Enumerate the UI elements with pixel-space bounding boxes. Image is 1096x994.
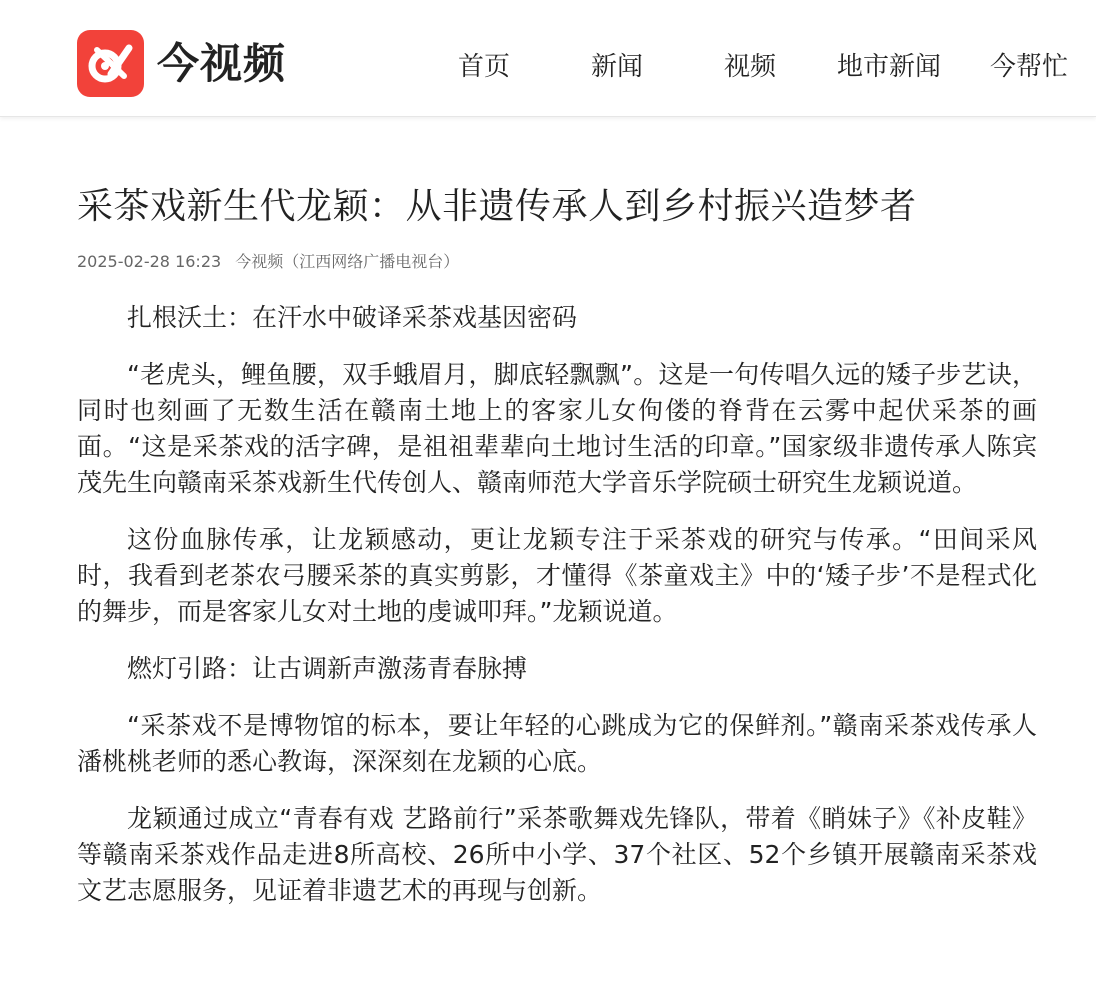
nav-news[interactable]: 新闻	[591, 52, 644, 82]
article	[77, 178, 1037, 909]
article-meta	[77, 250, 1037, 274]
article-title: 采茶戏新生代龙颖：从非遗传承人到乡村振兴造梦者	[77, 186, 917, 227]
article-subheading: 燃灯引路：让古调新声激荡青春脉搏	[127, 654, 528, 683]
site-logo[interactable]	[77, 30, 286, 97]
article-source: 今视频（江西网络广播电视台）	[235, 252, 460, 271]
nav-local-news[interactable]: 地市新闻	[837, 52, 942, 82]
article-paragraph: 龙颖通过成立“青春有戏 艺路前行”采茶歌舞戏先锋队，带着《睄妹子》《补皮鞋》等赣南采茶戏作品走进8所高校、26所中小学、37个社区、52个乡镇开展赣南采茶戏文艺志愿服务，见证着非遗艺术的再现与创新。	[77, 804, 1037, 905]
article-subheading: 扎根沃土：在汗水中破译采茶戏基因密码	[127, 303, 578, 332]
nav-home[interactable]: 首页	[458, 52, 511, 82]
nav-help[interactable]: 今帮忙	[990, 52, 1069, 82]
logo-icon	[77, 30, 144, 97]
logo-text: 今视频	[157, 39, 287, 88]
article-paragraph: “采茶戏不是博物馆的标本，要让年轻的心跳成为它的保鲜剂。”赣南采茶戏传承人潘桃桃老师的悉心教诲，深深刻在龙颖的心底。	[77, 711, 1037, 776]
article-date: 2025-02-28 16:23	[77, 252, 222, 271]
article-paragraph: 这份血脉传承，让龙颖感动，更让龙颖专注于采茶戏的研究与传承。“田间采风时，我看到老茶农弓腰采茶的真实剪影，才懂得《茶童戏主》中的‘矮子步’不是程式化的舞步，而是客家儿女对土地的虔诚叩拜。”龙颖说道。	[77, 525, 1037, 626]
nav-video[interactable]: 视频	[724, 52, 777, 82]
site-header	[0, 0, 1096, 117]
article-paragraph: “老虎头，鲤鱼腰，双手蛾眉月，脚底轻飘飘”。这是一句传唱久远的矮子步艺诀，同时也刻画了无数生活在赣南土地上的客家儿女佝偻的脊背在云雾中起伏采茶的画面。“这是采茶戏的活字碑，是祖祖辈辈向土地讨生活的印章。”国家级非遗传承人陈宾茂先生向赣南采茶戏新生代传创人、赣南师范大学音乐学院硕士研究生龙颖说道。	[77, 360, 1037, 497]
